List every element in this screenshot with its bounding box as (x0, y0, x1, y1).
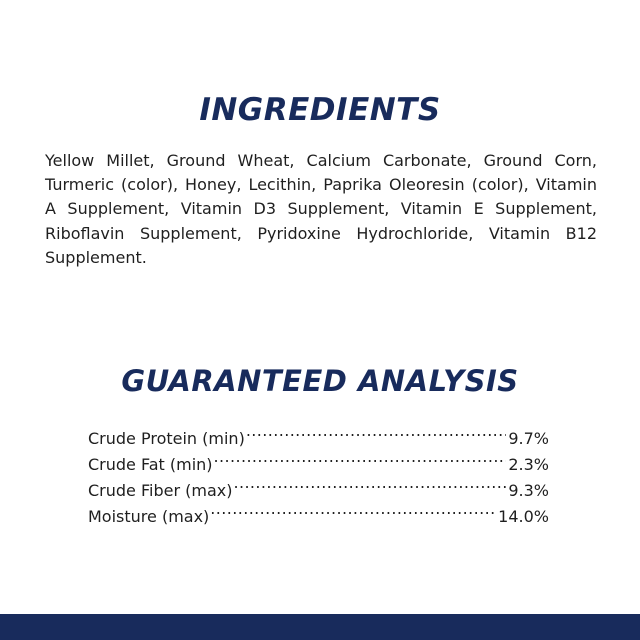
dot-leader (214, 444, 507, 470)
analysis-label: Crude Protein (min) (88, 429, 245, 448)
analysis-row-crude-protein (88, 418, 549, 448)
ingredients-text: Yellow Millet, Ground Wheat, Calcium Carbonate, Ground Corn, Turmeric (color), Honey, Lecithin, Paprika Oleoresin (color), Vitamin A Supplement, Vitamin D3 Supplement, Vitamin E Supplement, Riboflavin Supplement, Pyridoxine Hydrochloride, Vitamin B12 Supplement. (45, 151, 597, 267)
dot-leader (210, 496, 496, 522)
guaranteed-analysis-heading: GUARANTEED ANALYSIS (121, 364, 519, 398)
ingredients-heading: INGREDIENTS (199, 92, 441, 128)
analysis-label: Moisture (max) (88, 507, 210, 526)
analysis-value: 2.3% (508, 455, 549, 474)
dot-leader (233, 470, 506, 496)
analysis-label: Crude Fat (min) (88, 455, 213, 474)
analysis-value: 9.7% (508, 429, 549, 448)
analysis-value: 9.3% (508, 481, 549, 500)
footer-bar (0, 614, 640, 640)
dot-leader (246, 418, 507, 444)
guaranteed-analysis-list (88, 418, 549, 526)
analysis-label: Crude Fiber (max) (88, 481, 233, 500)
analysis-value: 14.0% (498, 507, 549, 526)
